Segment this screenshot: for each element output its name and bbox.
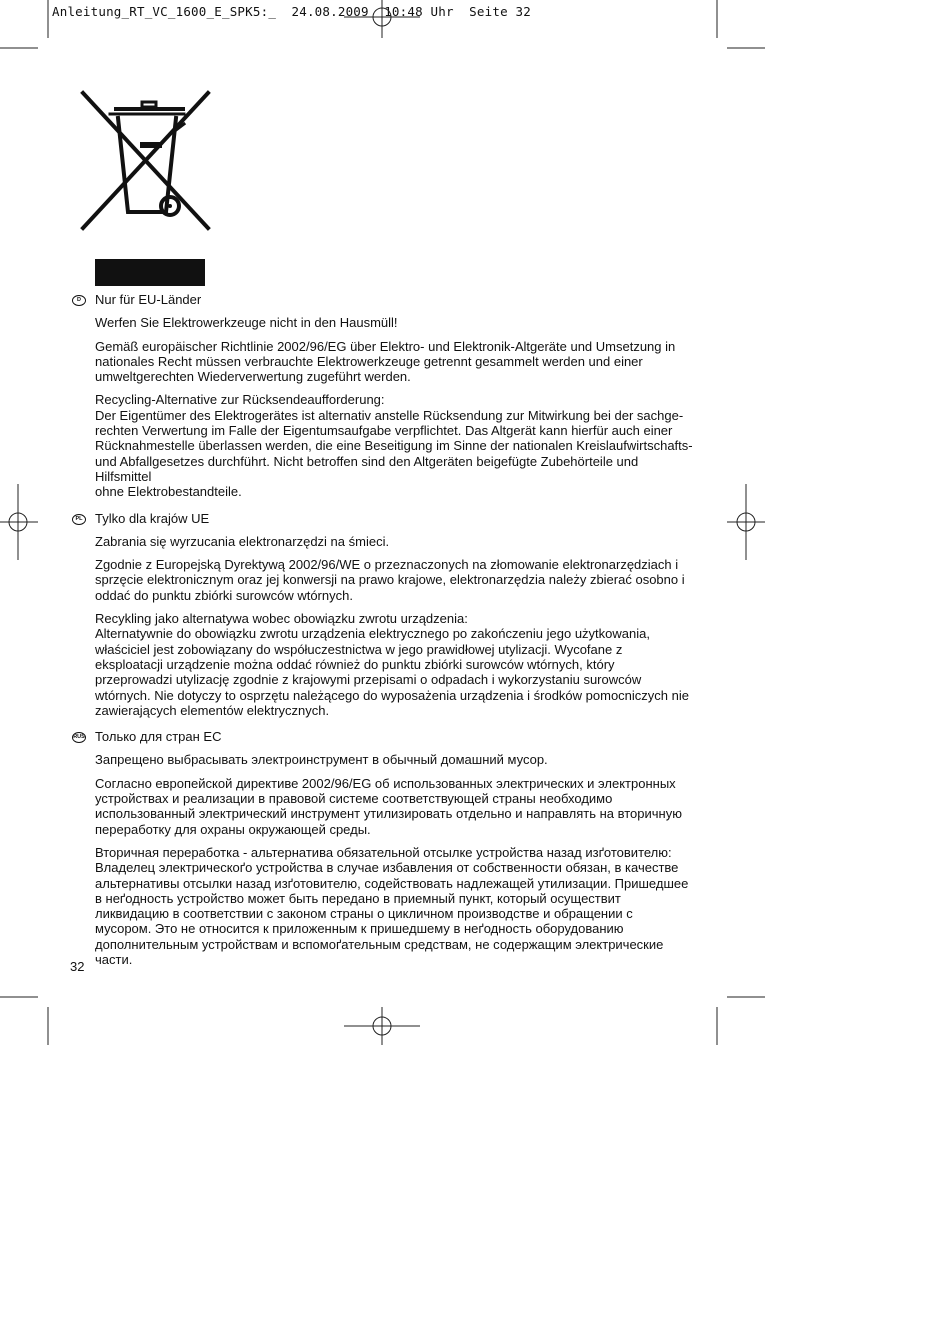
section-rus bbox=[73, 729, 695, 967]
paragraph: Вторичная переработка - альтернатива обязательной отсылке устройства назад изґотовителю: Владелец электрическоґо устройства в случае избавления от собственности обязан, в качестве альтернативы отсылки назад изґотовителю, содействовать надлежащей утилизации. Пришедшее в неґодность устройство может быть передано в приемный пункт, который осуществит ликвидацию в соответствии с законом страны о цикличном производстве и обращении с мусором. Это не относится к приложенным к пришедшему в неґодность оборудованию дополнительным устройствам и вспомоґательным средствам, не содержащим электрические части. bbox=[95, 844, 689, 967]
section-title: Только для стран ЕС bbox=[95, 729, 222, 745]
section-pl bbox=[75, 510, 695, 719]
paragraph: Zabrania się wyrzucania elektronarzędzi na śmieci. bbox=[95, 533, 390, 549]
registration-crosshair-icon bbox=[727, 484, 765, 560]
country-badge-de: D bbox=[72, 295, 86, 306]
weee-underline-bar bbox=[95, 259, 205, 286]
registration-crosshair-icon bbox=[0, 484, 38, 560]
section-title: Tylko dla krajów UE bbox=[95, 510, 210, 526]
paragraph: Gemäß europäischer Richtlinie 2002/96/EG über Elektro- und Elektronik-Altgeräte und Umsetzung in nationales Recht müssen verbrauchte Elektrowerkzeuge getrennt gesammelt werden und einer umweltgerechten Wiederverwertung zugeführt werden. bbox=[95, 338, 676, 385]
country-badge-pl: PL bbox=[72, 514, 86, 525]
print-header-slug: Anleitung_RT_VC_1600_E_SPK5:_ 24.08.2009 10:48 Uhr Seite 32 bbox=[52, 4, 531, 19]
paragraph: Werfen Sie Elektrowerkzeuge nicht in den Hausmüll! bbox=[95, 315, 398, 331]
registration-crosshair-icon bbox=[344, 1007, 420, 1045]
country-badge-rus: RUS bbox=[72, 732, 86, 743]
section-de bbox=[77, 292, 695, 500]
paragraph: Recykling jako alternatywa wobec obowiązku zwrotu urządzenia: Alternatywnie do obowiązku zwrotu urządzenia elektrycznego po zakończeniu jego użytkowania, właściciel jest zobowiązany do współuczestnictwa w jego prawidłowej utylizacji. Wycofane z eksploatacji urządzenie można oddać również do punktu zbiórki surowców wtórnych, który przeprowadzi utylizację zgodnie z krajowymi przepisami o odpadach i wykorzystaniu surowców wtórnych. Nie dotyczy to osprzętu należącego do wyposażenia urządzenia i środków pomocniczych nie zawierających elementów elektrycznych. bbox=[95, 611, 689, 718]
page-number: 32 bbox=[70, 959, 85, 974]
crossed-out-wheelie-bin-icon bbox=[80, 90, 215, 235]
paragraph: Согласно европейской директиве 2002/96/EG об использованных электрических и электронных устройствах и реализации в правовой системе соответствующей страны необходимо использованный электрический инструмент утилизировать отдельно и направлять на вторичную переработку для охраны окружающей среды. bbox=[95, 775, 682, 837]
paragraph: Recycling-Alternative zur Rücksendeaufforderung: Der Eigentümer des Elektrogerätes ist alternativ anstelle Rücksendung zur Mitwirkung bei der sachge- rechten Verwertung im Falle der Eigentumsaufgabe verpflichtet. Das Altgerät kann hierfür auch einer Rücknahmestelle überlassen werden, die eine Beseitigung im Sinne der nationalen Kreislaufwirtschafts- und Abfallgesetzes durchführt. Nicht betroffen sind den Altgeräten beigefügte Zubehörteile und Hilfsmittel ohne Elektrobestandteile. bbox=[95, 392, 693, 500]
paragraph: Запрещено выбрасывать электроинструмент в обычный домашний мусор. bbox=[95, 752, 548, 768]
paragraph: Zgodnie z Europejską Dyrektywą 2002/96/WE o przeznaczonych na złomowanie elektronarzędziach i sprzęcie elektronicznym oraz jej konwersji na prawo krajowe, elektronarzędzia należy zbierać osobno i oddać do punktu zbiórki surowców wtórnych. bbox=[95, 557, 685, 603]
registration-crosshair-icon bbox=[344, 0, 420, 38]
section-title: Nur für EU-Länder bbox=[95, 292, 202, 307]
